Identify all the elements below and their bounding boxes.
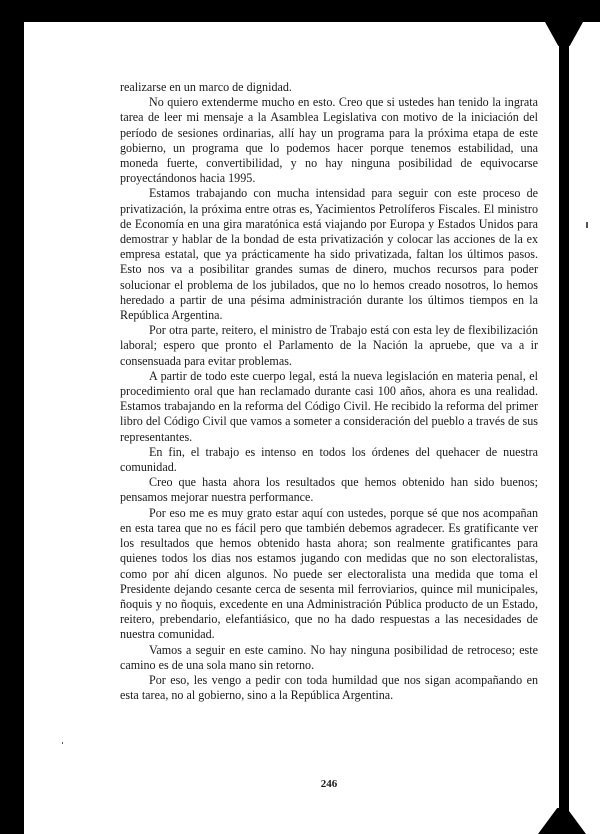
paragraph: Por otra parte, reitero, el ministro de Trabajo está con esta ley de flexibilización laboral; espero que pronto el Parlamento de la Nación la apruebe, que va a ir consensuada para evitar problemas. (120, 323, 538, 368)
paragraph: Por eso me es muy grato estar aquí con ustedes, porque sé que nos acompañan en esta tarea que no es fácil pero que también debemos agradecer. Es gratificante ver los resultados que hemos obtenido hasta ahora; son realmente gratificantes para quienes todos los dias nos estamos jugando con medidas que no son electoralistas, como por ahí dicen algunos. No puede ser electoralista una medida que toma el Presidente dejando cesante cerca de sesenta mil ferroviarios, quince mil municipales, ñoquis y no ñoquis, excedente en una Administración Pública producto de un Estado, reitero, prebendario, elefantiásico, que no ha dado respuestas a las necesidades de nuestra comunidad. (120, 505, 538, 642)
paragraph: En fin, el trabajo es intenso en todos los órdenes del quehacer de nuestra comunidad. (120, 444, 538, 475)
paragraph: Creo que hasta ahora los resultados que hemos obtenido han sido buenos; pensamos mejorar nuestra performance. (120, 475, 538, 505)
paragraph: No quiero extenderme mucho en esto. Creo que si ustedes han tenido la ingrata tarea de leer mi mensaje a la Asamblea Legislativa con motivo de la iniciación del período de sesiones ordinarias, allí hay un programa para la próxima etapa de este gobierno, un programa que lo podemos hacer porque tenemos estabilidad, una moneda fuerte, convertibilidad, y no hay ninguna posibilidad de equivocarse proyectándonos hacia 1995. (120, 95, 538, 186)
scan-border-top (0, 0, 600, 22)
paragraph: Vamos a seguir en este camino. No hay ninguna posibilidad de retroceso; este camino es de una sola mano sin retorno. (120, 642, 538, 672)
paragraph: Por eso, les vengo a pedir con toda humildad que nos sigan acompañando en esta tarea, no al gobierno, sino a la República Argentina. (120, 672, 538, 703)
scan-margin-right (569, 22, 600, 834)
page-number: 246 (320, 778, 338, 790)
paragraph: A partir de todo este cuerpo legal, está la nueva legislación en materia penal, el procedimiento oral que han reclamado durante casi 100 años, ahora es una realidad. Estamos trabajando en la reforma del Código Civil. He recibido la reforma del primer libro del Código Civil que vamos a someter a consideración del pueblo a través de sus representantes. (120, 368, 538, 444)
scan-border-right (559, 22, 569, 834)
paragraph: Estamos trabajando con mucha intensidad para seguir con este proceso de privatización, la próxima entre otras es, Yacimientos Petrolíferos Fiscales. El ministro de Economía en una gira maratónica está viajando por Europa y Estados Unidos para demostrar y hablar de la bondad de esta privatización y colocar las acciones de la ex empresa estatal, que ya prácticamente ha sido privatizada, faltan los últimos pasos. Esto nos va a posibilitar grandes sumas de dinero, muchos recursos para poder solucionar el problema de los jubilados, que no lo hemos creado nosotros, lo hemos heredado a partir de una pésima administración durante los últimos tiempos en la República Argentina. (120, 186, 538, 323)
page-body (120, 80, 538, 703)
paragraph: realizarse en un marco de dignidad. (120, 80, 292, 94)
scan-speck (586, 222, 588, 228)
scan-border-left (0, 0, 24, 834)
scan-speck (62, 742, 63, 744)
